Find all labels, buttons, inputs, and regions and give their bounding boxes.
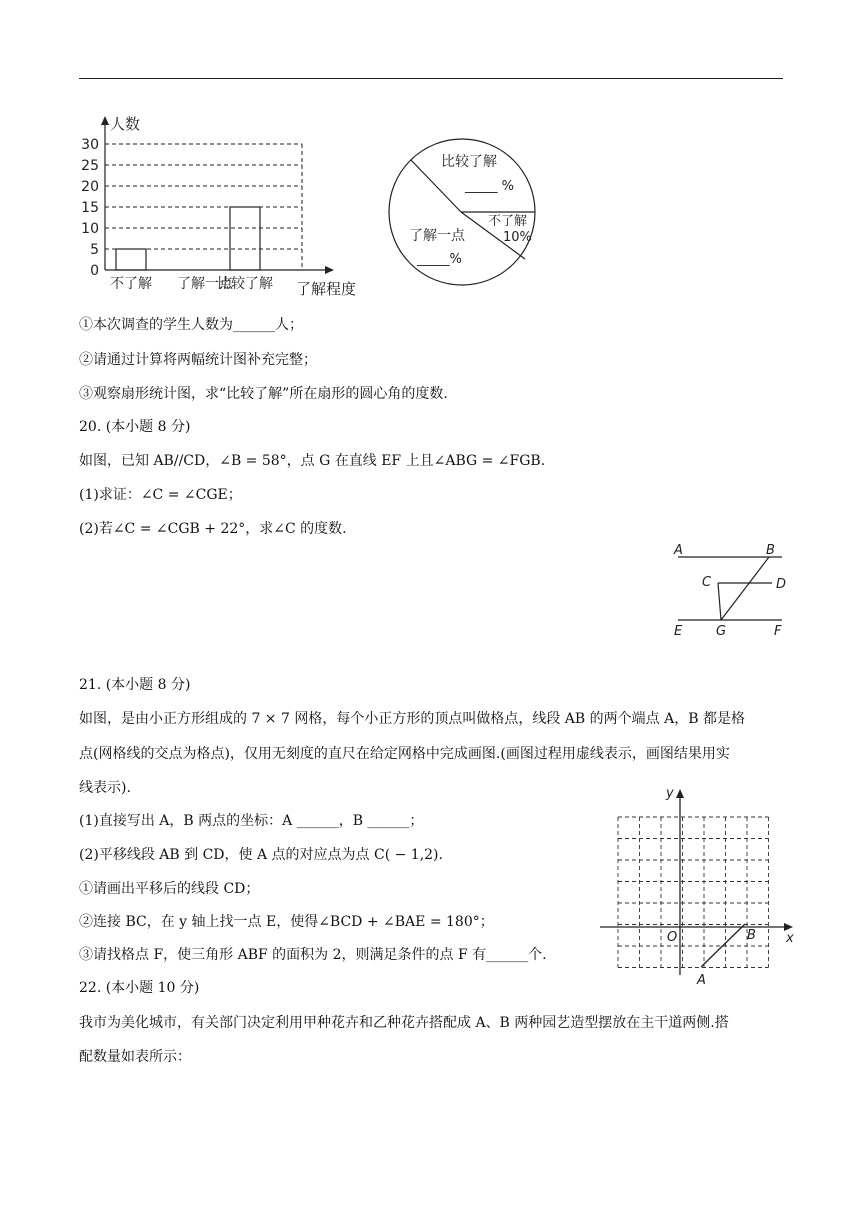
- pie-chart: [385, 135, 545, 295]
- y-tick-label: 15: [81, 200, 99, 216]
- y-tick-label: 25: [81, 158, 99, 174]
- q21-grid-figure: [600, 785, 800, 988]
- q20-label-c: C: [702, 575, 712, 590]
- q20-label-b: B: [766, 543, 775, 558]
- q21-stem-3: 线表示).: [79, 780, 131, 796]
- q20-part1: (1)求证：∠C = ∠CGE；: [79, 487, 242, 503]
- q21-label-o: O: [667, 930, 678, 945]
- q19-sub1: ①本次调查的学生人数为______人；: [79, 317, 303, 333]
- pie-pct-little: _____%: [417, 252, 462, 267]
- y-axis-title: 人数: [110, 115, 141, 133]
- y-tick-label: 5: [90, 242, 99, 258]
- q21-sub2: ②连接 BC，在 y 轴上找一点 E，使得∠BCD + ∠BAE = 180°；: [79, 914, 494, 930]
- q20-label-a: A: [674, 543, 683, 558]
- y-tick-label: 30: [81, 137, 99, 153]
- pie-label-little: 了解一点: [409, 228, 465, 244]
- q20-label-f: F: [774, 624, 782, 639]
- q21-sub1: ①请画出平移后的线段 CD；: [79, 881, 260, 897]
- header-rule: [79, 78, 783, 79]
- q21-part2: (2)平移线段 AB 到 CD，使 A 点的对应点为点 C( − 1,2).: [79, 847, 443, 863]
- pie-pct-none: 10%: [503, 230, 532, 245]
- y-tick-label: 10: [81, 221, 99, 237]
- q20-figure: [672, 540, 797, 640]
- y-tick-label: 0: [90, 263, 99, 279]
- q20-label-g: G: [716, 624, 727, 639]
- q21-sub3: ③请找格点 F，使三角形 ABF 的面积为 2，则满足条件的点 F 有______个.: [79, 947, 547, 963]
- q22-stem-2: 配数量如表所示：: [79, 1049, 191, 1065]
- q21-label-x: x: [786, 931, 794, 946]
- bar-0: [116, 249, 146, 270]
- q20-heading: 20. (本小题 8 分): [79, 419, 191, 435]
- x-category-label: 比较了解: [217, 276, 273, 292]
- bar-chart: [80, 110, 370, 300]
- x-category-label: 了解一点: [177, 276, 233, 292]
- q21-part1: (1)直接写出 A，B 两点的坐标：A ______，B ______；: [79, 813, 424, 829]
- q19-sub2: ②请通过计算将两幅统计图补充完整；: [79, 352, 317, 368]
- x-axis-title: 了解程度: [296, 280, 357, 298]
- q20-label-e: E: [674, 624, 683, 639]
- q21-label-a: A: [697, 973, 706, 988]
- q19-sub3: ③观察扇形统计图，求“比较了解”所在扇形的圆心角的度数.: [79, 386, 448, 402]
- q22-stem-1: 我市为美化城市，有关部门决定利用甲种花卉和乙种花卉搭配成 A、B 两种园艺造型摆放在主干道两侧.搭: [79, 1015, 729, 1031]
- q20-part2: (2)若∠C = ∠CGB + 22°，求∠C 的度数.: [79, 521, 347, 537]
- bar-2: [230, 207, 260, 270]
- y-tick-label: 20: [81, 179, 99, 195]
- x-category-label: 不了解: [110, 276, 152, 292]
- pie-label-compare: 比较了解: [441, 154, 497, 170]
- q20-stem: 如图，已知 AB//CD，∠B = 58°，点 G 在直线 EF 上且∠ABG = ∠FGB.: [79, 453, 546, 469]
- q21-label-y: y: [666, 786, 674, 801]
- q20-label-d: D: [776, 577, 787, 592]
- q21-stem-2: 点(网格线的交点为格点)，仅用无刻度的直尺在给定网格中完成画图.(画图过程用虚线表示，画图结果用实: [79, 746, 730, 762]
- pie-label-none: 不了解: [488, 214, 528, 229]
- q22-heading: 22. (本小题 10 分): [79, 980, 200, 996]
- q21-label-b: B: [747, 928, 756, 943]
- pie-pct-compare: _____ %: [465, 179, 514, 194]
- q21-stem-1: 如图，是由小正方形组成的 7 × 7 网格，每个小正方形的顶点叫做格点，线段 AB 的两个端点 A，B 都是格: [79, 711, 745, 727]
- q21-heading: 21. (本小题 8 分): [79, 677, 191, 693]
